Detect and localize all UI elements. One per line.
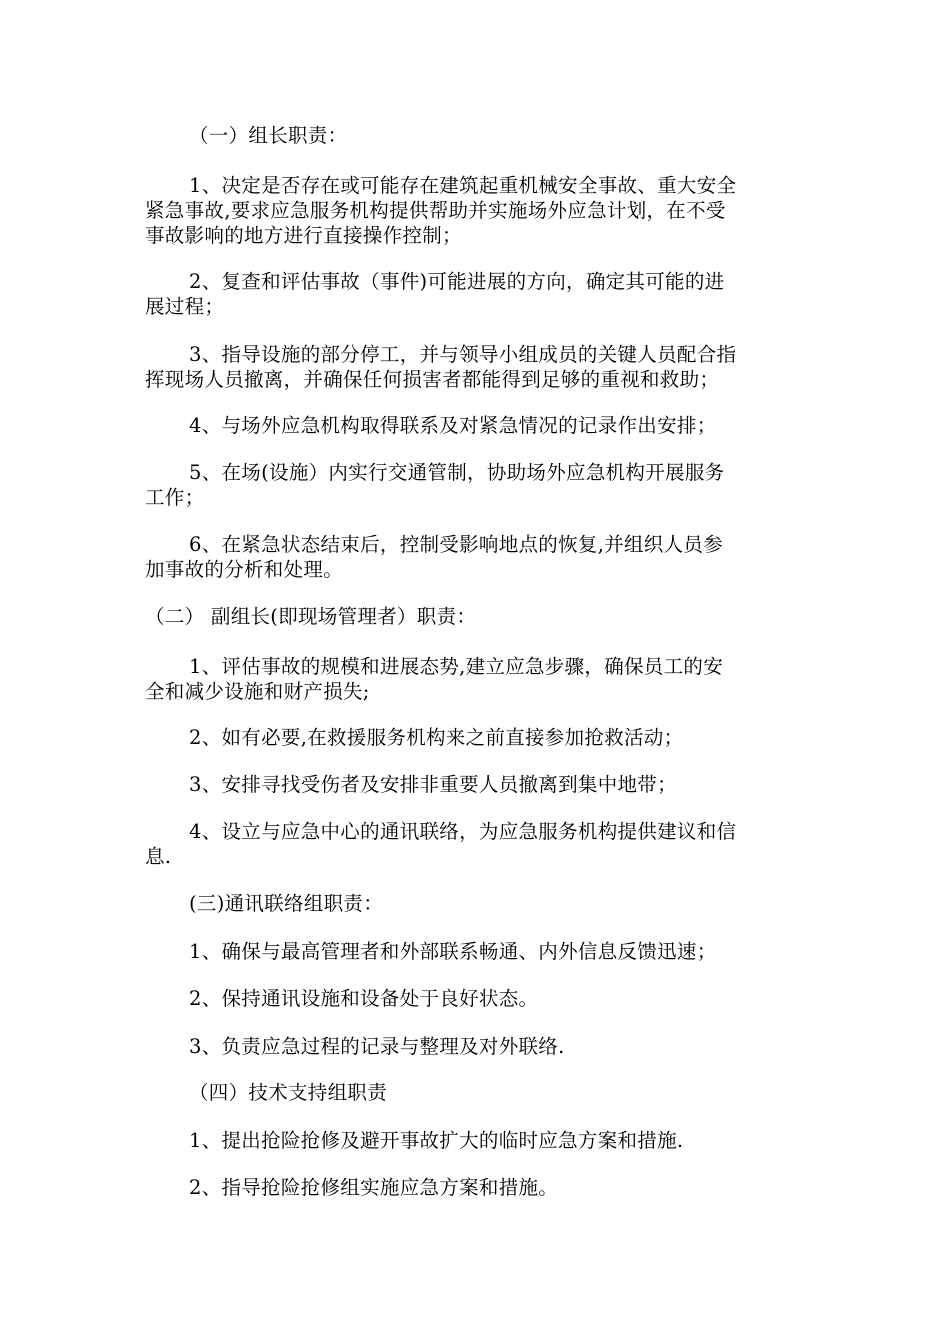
paragraph-3-2 xyxy=(145,986,805,1011)
paragraph-line: 5、在场(设施）内实行交通管制，协助场外应急机构开展服务 xyxy=(189,461,725,484)
paragraph-line: 紧急事故,要求应急服务机构提供帮助并实施场外应急计划，在不受 xyxy=(145,199,726,222)
paragraph-2-2 xyxy=(145,725,805,750)
paragraph-line: 工作； xyxy=(145,486,205,509)
heading-text: （二） 副组长(即现场管理者）职责： xyxy=(145,605,477,628)
paragraph-4-1 xyxy=(145,1128,805,1153)
paragraph-line: 4、设立与应急中心的通讯联络，为应急服务机构提供建议和信 xyxy=(189,820,737,843)
paragraph-3-3 xyxy=(145,1034,805,1059)
paragraph-line: 加事故的分析和处理。 xyxy=(145,558,344,581)
paragraph-2-1 xyxy=(145,654,805,704)
paragraph-line: 2、复查和评估事故（事件)可能进展的方向，确定其可能的进 xyxy=(189,270,725,293)
paragraph-line: 6、在紧急状态结束后，控制受影响地点的恢复,并组织人员参 xyxy=(189,533,724,556)
paragraph-line: 1、评估事故的规模和进展态势,建立应急步骤，确保员工的安 xyxy=(189,655,724,678)
paragraph-2-3 xyxy=(145,772,805,797)
paragraph-1-2 xyxy=(145,269,805,319)
paragraph-line: 2、保持通讯设施和设备处于良好状态。 xyxy=(189,987,539,1010)
section-heading-2 xyxy=(145,604,805,629)
section-heading-3 xyxy=(189,891,849,916)
paragraph-1-1 xyxy=(145,173,805,248)
paragraph-line: 1、提出抢险抢修及避开事故扩大的临时应急方案和措施. xyxy=(189,1129,684,1152)
paragraph-line: 1、决定是否存在或可能存在建筑起重机械安全事故、重大安全 xyxy=(189,174,737,197)
paragraph-line: 3、指导设施的部分停工，并与领导小组成员的关键人员配合指 xyxy=(189,343,737,366)
section-heading-4 xyxy=(189,1080,849,1105)
paragraph-1-3 xyxy=(145,342,805,392)
paragraph-line: 3、负责应急过程的记录与整理及对外联络. xyxy=(189,1035,565,1058)
section-heading-1 xyxy=(189,123,849,148)
paragraph-line: 4、与场外应急机构取得联系及对紧急情况的记录作出安排； xyxy=(189,414,717,437)
paragraph-line: 2、指导抢险抢修组实施应急方案和措施。 xyxy=(189,1176,559,1199)
paragraph-1-4 xyxy=(145,413,805,438)
paragraph-line: 全和减少设施和财产损失; xyxy=(145,680,370,703)
heading-text: （一）组长职责： xyxy=(189,124,348,147)
paragraph-line: 1、确保与最高管理者和外部联系畅通、内外信息反馈迅速； xyxy=(189,940,717,963)
paragraph-2-4 xyxy=(145,819,805,869)
paragraph-4-2 xyxy=(145,1175,805,1200)
paragraph-3-1 xyxy=(145,939,805,964)
paragraph-line: 2、如有必要,在救援服务机构来之前直接参加抢救活动； xyxy=(189,726,684,749)
paragraph-1-6 xyxy=(145,532,805,582)
paragraph-line: 息. xyxy=(145,845,172,868)
paragraph-line: 事故影响的地方进行直接操作控制； xyxy=(145,224,462,247)
heading-text: (三)通讯联络组职责： xyxy=(189,892,384,915)
heading-text: （四）技术支持组职责 xyxy=(189,1081,388,1104)
paragraph-line: 挥现场人员撤离，并确保任何损害者都能得到足够的重视和救助； xyxy=(145,368,720,391)
paragraph-line: 展过程； xyxy=(145,295,225,318)
paragraph-1-5 xyxy=(145,460,805,510)
paragraph-line: 3、安排寻找受伤者及安排非重要人员撤离到集中地带； xyxy=(189,773,677,796)
